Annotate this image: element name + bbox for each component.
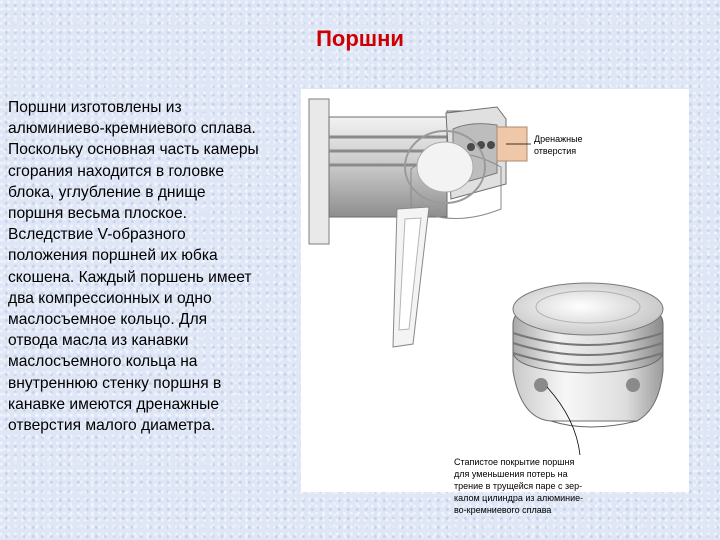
slide-title: Поршни (316, 26, 404, 51)
piston-figure (301, 89, 689, 515)
body-line: скошена. Каждый поршень имеет (8, 268, 252, 286)
body-line: отвода масла из канавки (8, 332, 189, 350)
body-line: маслосъемное кольцо. Для (8, 311, 208, 329)
body-line: алюминиево-кремниевого сплава. (8, 120, 256, 138)
drain-holes-label (534, 133, 624, 157)
body-line: два компрессионных и одно (8, 289, 212, 307)
body-line: поршня весьма плоское. (8, 205, 187, 223)
body-line: отверстия малого диаметра. (8, 417, 216, 435)
label-line: трение в трущейся паре с зер- (454, 481, 583, 491)
body-line: Вследствие V-образного (8, 226, 186, 244)
body-line: сгорания находится в головке (8, 162, 225, 180)
label-line: во-кремниевого сплава (454, 505, 552, 515)
body-line: Поршни изготовлены из (8, 99, 182, 116)
body-line: внутреннюю стенку поршня в (8, 374, 222, 392)
label-line: Дренажные (534, 134, 583, 144)
piston-illustration (301, 89, 689, 492)
body-line: Поскольку основная часть камеры (8, 141, 259, 159)
label-line: калом цилиндра из алюминие- (454, 493, 584, 503)
body-text (8, 97, 308, 436)
piston-3d (513, 283, 663, 427)
body-line: маслосъемного кольца на (8, 353, 198, 371)
label-line: для уменьшения потерь на (454, 469, 568, 479)
body-line: блока, углубление в днище (8, 183, 206, 201)
label-line: Стапистое покрытие поршня (454, 457, 575, 467)
coating-label (454, 456, 684, 516)
body-line: положения поршней их юбка (8, 247, 218, 265)
body-line: канавке имеются дренажные (8, 395, 220, 413)
label-line: отверстия (534, 146, 577, 156)
